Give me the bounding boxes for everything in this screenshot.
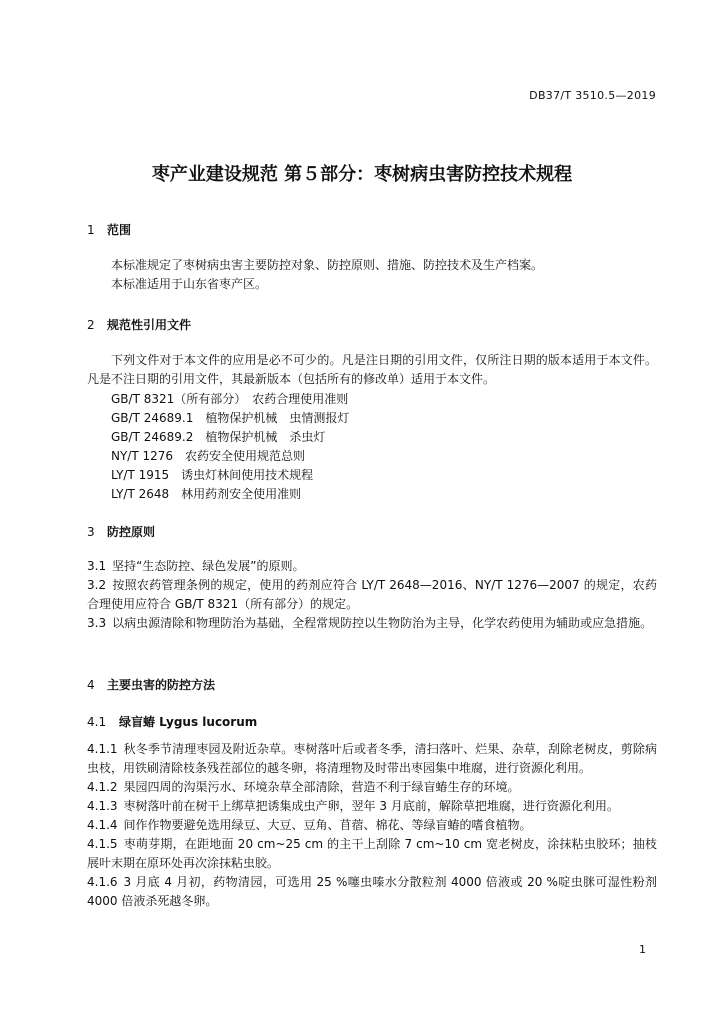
section-number: 3 bbox=[87, 525, 95, 539]
clause-number: 3.2 bbox=[87, 578, 107, 592]
clause-number: 3.1 bbox=[87, 559, 107, 573]
page-number: 1 bbox=[639, 943, 646, 956]
subsection-title: 绿盲蝽 Lygus lucorum bbox=[119, 715, 258, 729]
reference-item: GB/T 24689.2 植物保护机械 杀虫灯 bbox=[111, 430, 326, 444]
reference-item: GB/T 8321（所有部分） 农药合理使用准则 bbox=[111, 392, 349, 406]
section-heading-2 bbox=[87, 316, 191, 333]
subsection-number: 4.1 bbox=[87, 715, 107, 729]
clause bbox=[87, 614, 657, 633]
section-number: 1 bbox=[87, 223, 95, 237]
clause-text: 枣萌芽期，在距地面 20 cm~25 cm 的主干上刮除 7 cm~10 cm 宽老树皮，涂抹粘虫胶环；抽枝展叶末期在原环处再次涂抹粘虫胶。 bbox=[87, 837, 657, 870]
clause-number: 4.1.1 bbox=[87, 742, 118, 756]
clause bbox=[87, 576, 657, 614]
section-heading-3 bbox=[87, 523, 155, 540]
clause bbox=[87, 778, 657, 797]
clause-number: 4.1.3 bbox=[87, 799, 118, 813]
clause-number: 4.1.2 bbox=[87, 780, 118, 794]
reference-item: GB/T 24689.1 植物保护机械 虫情测报灯 bbox=[111, 411, 350, 425]
paragraph: 本标准适用于山东省枣产区。 bbox=[111, 277, 268, 291]
reference-item: NY/T 1276 农药安全使用规范总则 bbox=[111, 449, 306, 463]
section-number: 2 bbox=[87, 318, 95, 332]
clause bbox=[87, 797, 657, 816]
clause bbox=[87, 557, 657, 576]
clause bbox=[87, 740, 657, 778]
clause-text: 间作作物要避免选用绿豆、大豆、豆角、苜蓿、棉花、等绿盲蝽的嗜食植物。 bbox=[123, 818, 532, 832]
section-title: 防控原则 bbox=[107, 525, 156, 539]
clause-text: 3 月底 4 月初，药物清园，可选用 25 %噻虫嗪水分散粒剂 4000 倍液或 20 %啶虫脒可湿性粉剂 4000 倍液杀死越冬卵。 bbox=[87, 875, 657, 908]
section-number: 4 bbox=[87, 678, 95, 692]
clause bbox=[87, 835, 657, 873]
section-title: 范围 bbox=[107, 223, 132, 237]
clause-text: 秋冬季节清理枣园及附近杂草。枣树落叶后或者冬季，清扫落叶、烂果、杂草，刮除老树皮，剪除病虫枝，用铁刷清除枝条残茬部位的越冬卵，将清理物及时带出枣园集中堆腐，进行资源化利用。 bbox=[87, 742, 657, 775]
clause bbox=[87, 873, 657, 911]
clause-text: 坚持“生态防控、绿色发展”的原则。 bbox=[112, 559, 305, 573]
clause-text: 以病虫源清除和物理防治为基础，全程常规防控以生物防治为主导，化学农药使用为辅助或应急措施。 bbox=[112, 616, 653, 630]
clause-text: 按照农药管理条例的规定，使用的药剂应符合 LY/T 2648—2016、NY/T 1276—2007 的规定，农药合理使用应符合 GB/T 8321（所有部分）的规定。 bbox=[87, 578, 657, 611]
standard-code: DB37/T 3510.5—2019 bbox=[529, 89, 656, 102]
reference-item: LY/T 2648 林用药剂安全使用准则 bbox=[111, 487, 302, 501]
section-heading-4 bbox=[87, 676, 215, 693]
clause-text: 果园四周的沟渠污水、环境杂草全部清除，营造不利于绿盲蝽生存的环境。 bbox=[123, 780, 520, 794]
section-title: 主要虫害的防控方法 bbox=[107, 678, 216, 692]
section-heading-1 bbox=[87, 221, 131, 238]
clause-number: 3.3 bbox=[87, 616, 107, 630]
clause bbox=[87, 816, 657, 835]
clause-number: 4.1.6 bbox=[87, 875, 118, 889]
section-title: 规范性引用文件 bbox=[107, 318, 192, 332]
paragraph: 下列文件对于本文件的应用是必不可少的。凡是注日期的引用文件，仅所注日期的版本适用于本文件。凡是不注日期的引用文件，其最新版本（包括所有的修改单）适用于本文件。 bbox=[87, 353, 657, 386]
subsection-heading bbox=[87, 713, 257, 730]
clause-text: 枣树落叶前在树干上绑草把诱集成虫产卵，翌年 3 月底前，解除草把堆腐，进行资源化利用。 bbox=[123, 799, 619, 813]
document-title: 枣产业建设规范 第５部分：枣树病虫害防控技术规程 bbox=[151, 164, 573, 185]
clause-number: 4.1.5 bbox=[87, 837, 118, 851]
reference-item: LY/T 1915 诱虫灯林间使用技术规程 bbox=[111, 468, 314, 482]
clause-number: 4.1.4 bbox=[87, 818, 118, 832]
paragraph: 本标准规定了枣树病虫害主要防控对象、防控原则、措施、防控技术及生产档案。 bbox=[111, 258, 544, 272]
